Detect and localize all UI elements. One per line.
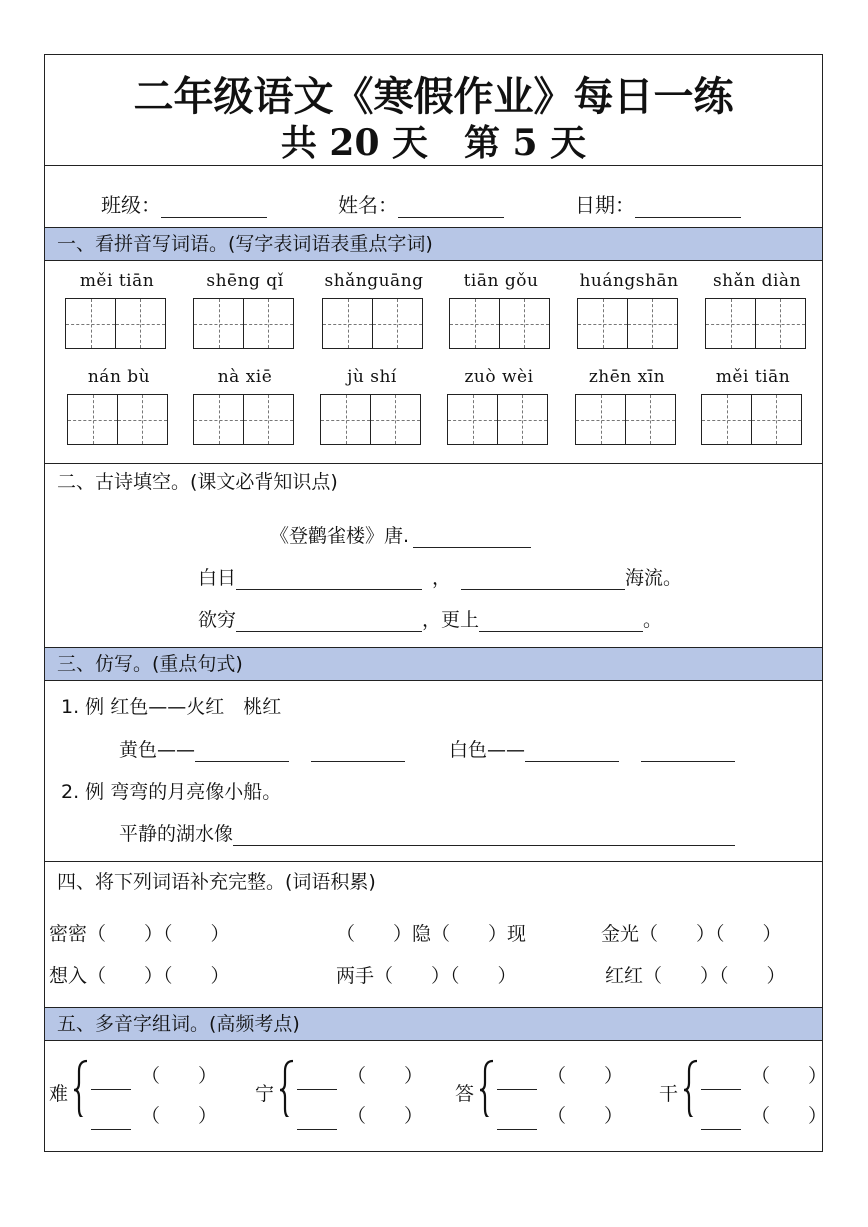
imitate-lake: 平静的湖水像 xyxy=(119,819,735,846)
pinyin-label: zuò wèi xyxy=(464,367,534,387)
writing-cell[interactable] xyxy=(705,298,756,349)
writing-cell[interactable] xyxy=(322,298,373,349)
writing-grid xyxy=(322,298,421,349)
name-blank[interactable] xyxy=(398,195,504,218)
pinyin-label: nán bù xyxy=(87,367,151,387)
poem-line-2: 欲穷 ，更上 。 xyxy=(198,609,663,631)
writing-cell[interactable] xyxy=(625,394,676,445)
idiom-3[interactable]: 金光（ ）（ ） xyxy=(601,923,782,945)
idiom-1[interactable]: 密密（ ）（ ） xyxy=(49,923,230,945)
white-blank-1[interactable] xyxy=(525,739,619,762)
poem-blank-4[interactable] xyxy=(479,609,643,632)
polyphone-blank[interactable] xyxy=(297,1067,337,1090)
writing-grid xyxy=(65,298,164,349)
section5-heading: 五、多音字组词。(高频考点) xyxy=(45,1008,822,1040)
writing-grid xyxy=(447,394,546,445)
imitate-example-1: 1. 例 红色——火红 桃红 xyxy=(61,696,282,718)
polyphone-blank[interactable] xyxy=(91,1107,131,1130)
writing-grid xyxy=(449,298,548,349)
poem-blank-2[interactable] xyxy=(461,567,625,590)
pinyin-label: shǎn diàn xyxy=(712,271,802,291)
yellow-blank-1[interactable] xyxy=(195,739,289,762)
writing-grid xyxy=(577,298,676,349)
writing-grid xyxy=(193,394,292,445)
brace-icon xyxy=(73,1059,89,1117)
polyphone-paren[interactable]: （ ） xyxy=(141,1065,218,1087)
pinyin-label: shēng qǐ xyxy=(206,271,284,291)
writing-cell[interactable] xyxy=(65,298,116,349)
writing-grid xyxy=(320,394,419,445)
polyphone-char: 宁 xyxy=(255,1083,275,1105)
writing-cell[interactable] xyxy=(701,394,752,445)
pinyin-label: tiān gǒu xyxy=(463,271,539,291)
writing-cell[interactable] xyxy=(627,298,678,349)
section2-heading: 二、古诗填空。(课文必背知识点) xyxy=(57,471,338,493)
polyphone-blank[interactable] xyxy=(91,1067,131,1090)
polyphone-paren[interactable]: （ ） xyxy=(547,1105,624,1127)
writing-cell[interactable] xyxy=(370,394,421,445)
pinyin-label: nà xiē xyxy=(217,367,273,387)
writing-cell[interactable] xyxy=(499,298,550,349)
lake-blank[interactable] xyxy=(233,823,735,846)
polyphone-blank[interactable] xyxy=(497,1067,537,1090)
pinyin-label: shǎnguāng xyxy=(324,271,424,291)
idiom-5[interactable]: 两手（ ）（ ） xyxy=(336,965,517,987)
writing-cell[interactable] xyxy=(243,394,294,445)
polyphone-paren[interactable]: （ ） xyxy=(751,1105,828,1127)
writing-cell[interactable] xyxy=(372,298,423,349)
white-blank-2[interactable] xyxy=(641,739,735,762)
polyphone-paren[interactable]: （ ） xyxy=(347,1105,424,1127)
idiom-4[interactable]: 想入（ ）（ ） xyxy=(49,965,230,987)
section1-heading: 一、看拼音写词语。(写字表词语表重点字词) xyxy=(45,228,822,260)
polyphone-blank[interactable] xyxy=(701,1067,741,1090)
brace-icon xyxy=(683,1059,699,1117)
poem-author-blank[interactable] xyxy=(413,525,531,548)
idiom-2[interactable]: （ ）隐（ ）现 xyxy=(336,923,527,945)
polyphone-blank[interactable] xyxy=(497,1107,537,1130)
worksheet-title: 二年级语文《寒假作业》每日一练 xyxy=(133,73,734,120)
writing-cell[interactable] xyxy=(755,298,806,349)
pinyin-label: jù shí xyxy=(347,367,397,387)
writing-cell[interactable] xyxy=(243,298,294,349)
writing-cell[interactable] xyxy=(577,298,628,349)
writing-cell[interactable] xyxy=(67,394,118,445)
imitate-yellow: 黄色—— xyxy=(119,735,405,762)
worksheet-subtitle: 共 20 天 第 5 天 xyxy=(280,122,587,164)
poem-blank-3[interactable] xyxy=(236,609,422,632)
imitate-example-2: 2. 例 弯弯的月亮像小船。 xyxy=(61,781,282,803)
polyphone-char: 答 xyxy=(455,1083,475,1105)
poem-blank-1[interactable] xyxy=(236,567,422,590)
writing-cell[interactable] xyxy=(193,298,244,349)
polyphone-char: 难 xyxy=(49,1083,69,1105)
yellow-blank-2[interactable] xyxy=(311,739,405,762)
writing-grid xyxy=(705,298,804,349)
brace-icon xyxy=(279,1059,295,1117)
name-field: 姓名： xyxy=(338,189,504,218)
writing-grid xyxy=(701,394,800,445)
writing-cell[interactable] xyxy=(447,394,498,445)
pinyin-label: zhēn xīn xyxy=(588,367,666,387)
writing-cell[interactable] xyxy=(575,394,626,445)
writing-cell[interactable] xyxy=(751,394,802,445)
writing-cell[interactable] xyxy=(115,298,166,349)
pinyin-label: huángshān xyxy=(579,271,679,291)
polyphone-char: 干 xyxy=(659,1083,679,1105)
worksheet xyxy=(44,54,828,1152)
writing-cell[interactable] xyxy=(193,394,244,445)
writing-grid xyxy=(67,394,166,445)
polyphone-paren[interactable]: （ ） xyxy=(751,1065,828,1087)
polyphone-paren[interactable]: （ ） xyxy=(347,1065,424,1087)
date-field: 日期： xyxy=(575,189,741,218)
polyphone-paren[interactable]: （ ） xyxy=(141,1105,218,1127)
writing-cell[interactable] xyxy=(117,394,168,445)
polyphone-blank[interactable] xyxy=(701,1107,741,1130)
writing-cell[interactable] xyxy=(320,394,371,445)
idiom-6[interactable]: 红红（ ）（ ） xyxy=(605,965,786,987)
polyphone-blank[interactable] xyxy=(297,1107,337,1130)
writing-grid xyxy=(575,394,674,445)
section4-heading: 四、将下列词语补充完整。(词语积累) xyxy=(57,871,376,893)
poem-title: 《登鹳雀楼》唐. xyxy=(270,521,531,548)
polyphone-paren[interactable]: （ ） xyxy=(547,1065,624,1087)
section3-heading: 三、仿写。(重点句式) xyxy=(45,648,822,680)
pinyin-label: měi tiān xyxy=(715,367,791,387)
brace-icon xyxy=(479,1059,495,1117)
writing-cell[interactable] xyxy=(449,298,500,349)
class-field: 班级： xyxy=(101,189,267,218)
pinyin-label: měi tiān xyxy=(79,271,155,291)
date-blank[interactable] xyxy=(635,195,741,218)
class-blank[interactable] xyxy=(161,195,267,218)
writing-cell[interactable] xyxy=(497,394,548,445)
imitate-white: 白色—— xyxy=(449,735,735,762)
writing-grid xyxy=(193,298,292,349)
poem-line-1: 白日 ， 海流。 xyxy=(198,567,683,589)
